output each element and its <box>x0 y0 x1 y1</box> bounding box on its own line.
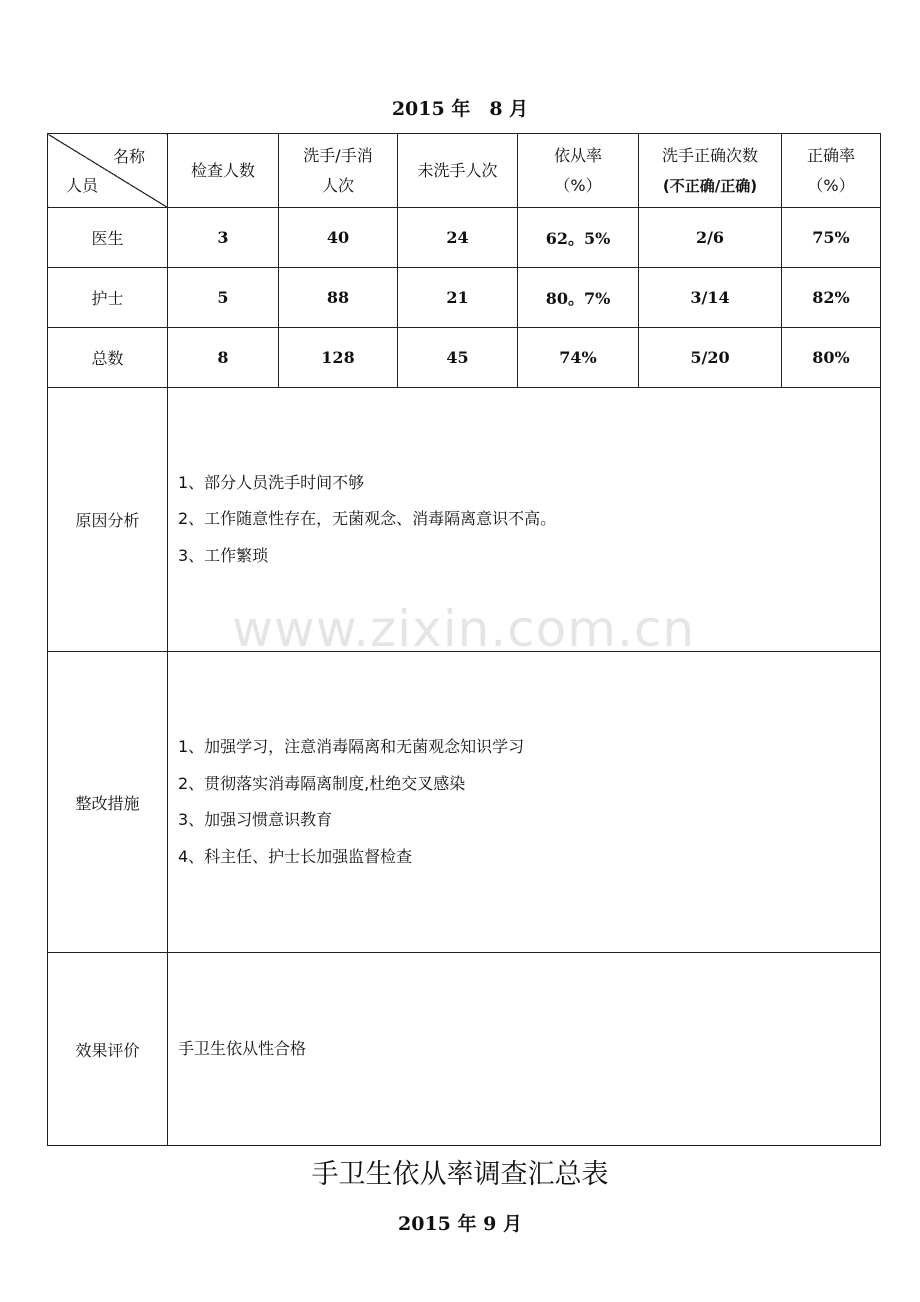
next-month-title: 2015 年 9 月 <box>398 1213 522 1235</box>
header-correct-count: 洗手正确次数 (不正确/正确) <box>639 134 782 208</box>
row-label-doctor: 医生 <box>48 208 168 268</box>
corner-top-label: 名称 <box>112 147 145 166</box>
table-cell: 62。5% <box>518 208 639 268</box>
reason-analysis-label: 原因分析 <box>48 388 168 652</box>
table-cell: 3 <box>168 208 279 268</box>
list-item: 1、部分人员洗手时间不够 <box>178 472 365 492</box>
table-cell: 5/20 <box>639 328 782 388</box>
effect-evaluation-label: 效果评价 <box>48 953 168 1146</box>
header-wash-count: 洗手/手消 人次 <box>279 134 398 208</box>
corner-header <box>48 134 168 208</box>
table-row <box>48 328 881 388</box>
month-title: 2015 年 8 月 <box>391 98 529 120</box>
list-item: 3、加强习惯意识教育 <box>178 810 333 829</box>
table-cell: 80% <box>782 328 881 388</box>
table-cell: 88 <box>279 268 398 328</box>
table-cell: 40 <box>279 208 398 268</box>
table-cell: 75% <box>782 208 881 268</box>
header-check-count: 检查人数 <box>168 134 279 208</box>
header-compliance-rate: 依从率 （%） <box>518 134 639 208</box>
table-row <box>48 208 881 268</box>
corrective-measures-label: 整改措施 <box>48 652 168 953</box>
table-cell: 8 <box>168 328 279 388</box>
list-item: 4、科主任、护士长加强监督检查 <box>178 846 413 866</box>
header-unwashed: 未洗手人次 <box>398 134 518 208</box>
table-cell: 21 <box>398 268 518 328</box>
effect-evaluation-row <box>48 953 881 1146</box>
table-cell: 80。7% <box>518 268 639 328</box>
watermark: www.zixin.com.cn <box>232 600 696 658</box>
header-correct-rate: 正确率 （%） <box>782 134 881 208</box>
summary-title: 手卫生依从率调查汇总表 <box>311 1159 609 1190</box>
list-item: 2、工作随意性存在，无菌观念、消毒隔离意识不高。 <box>178 509 557 529</box>
table-cell: 128 <box>279 328 398 388</box>
corrective-measures-content <box>168 652 881 953</box>
table-cell: 45 <box>398 328 518 388</box>
header-row <box>48 134 881 208</box>
corner-bottom-label: 人员 <box>66 176 99 195</box>
table-cell: 2/6 <box>639 208 782 268</box>
list-item: 2、贯彻落实消毒隔离制度,杜绝交叉感染 <box>178 773 466 793</box>
row-label-total: 总数 <box>48 328 168 388</box>
table-cell: 3/14 <box>639 268 782 328</box>
table-cell: 5 <box>168 268 279 328</box>
list-item: 手卫生依从性合格 <box>178 1038 307 1058</box>
table-cell: 74% <box>518 328 639 388</box>
corrective-measures-row <box>48 652 881 953</box>
table-cell: 24 <box>398 208 518 268</box>
row-label-nurse: 护士 <box>48 268 168 328</box>
table-row <box>48 268 881 328</box>
table-cell: 82% <box>782 268 881 328</box>
list-item: 1、加强学习，注意消毒隔离和无菌观念知识学习 <box>178 737 525 756</box>
effect-evaluation-content <box>168 953 881 1146</box>
list-item: 3、工作繁琐 <box>178 545 269 565</box>
